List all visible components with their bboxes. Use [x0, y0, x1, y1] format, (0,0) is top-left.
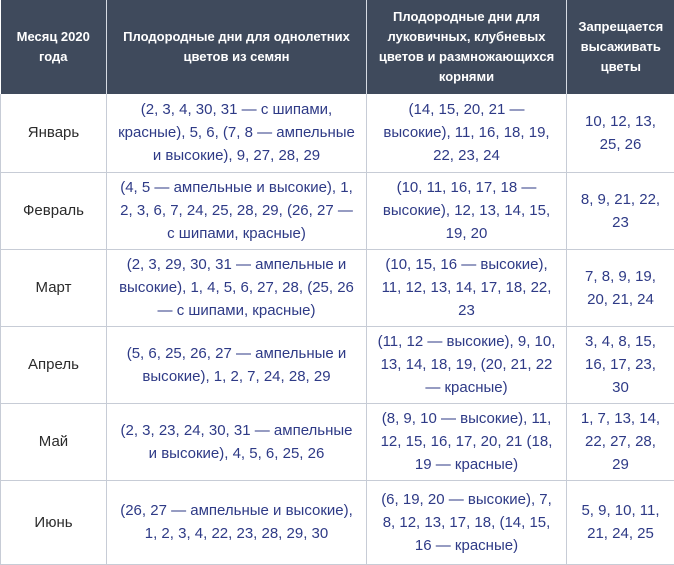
month-cell: Январь: [1, 94, 107, 172]
month-cell: Май: [1, 403, 107, 480]
header-annuals: Плодородные дни для однолетних цветов из семян: [107, 0, 367, 94]
annuals-cell: (2, 3, 29, 30, 31 — ампельные и высокие), 1, 4, 5, 6, 27, 28, (25, 26 — с шипами, красные): [107, 249, 367, 326]
forbidden-cell: 1, 7, 13, 14, 22, 27, 28, 29: [567, 403, 674, 480]
bulbs-cell: (14, 15, 20, 21 — высокие), 11, 16, 18, 19, 22, 23, 24: [367, 94, 567, 172]
annuals-cell: (5, 6, 25, 26, 27 — ампельные и высокие), 1, 2, 7, 24, 28, 29: [107, 326, 367, 403]
forbidden-cell: 8, 9, 21, 22, 23: [567, 172, 674, 249]
header-bulbs: Плодородные дни для луковичных, клубневых цветов и размножающихся корнями: [367, 0, 567, 94]
forbidden-cell: 10, 12, 13, 25, 26: [567, 94, 674, 172]
annuals-cell: (4, 5 — ампельные и высокие), 1, 2, 3, 6, 7, 24, 25, 28, 29, (26, 27 — с шипами, красные): [107, 172, 367, 249]
annuals-cell: (2, 3, 4, 30, 31 — с шипами, красные), 5, 6, (7, 8 — ампельные и высокие), 9, 27, 28, 29: [107, 94, 367, 172]
bulbs-cell: (10, 15, 16 — высокие), 11, 12, 13, 14, 17, 18, 22, 23: [367, 249, 567, 326]
forbidden-cell: 5, 9, 10, 11, 21, 24, 25: [567, 480, 674, 564]
forbidden-cell: 3, 4, 8, 15, 16, 17, 23, 30: [567, 326, 674, 403]
month-cell: Март: [1, 249, 107, 326]
forbidden-cell: 7, 8, 9, 19, 20, 21, 24: [567, 249, 674, 326]
table-row: [1, 403, 674, 480]
month-cell: Февраль: [1, 172, 107, 249]
table-row: [1, 172, 674, 249]
header-month: Месяц 2020 года: [1, 0, 107, 94]
table-header: [1, 0, 674, 94]
annuals-cell: (26, 27 — ампельные и высокие), 1, 2, 3, 4, 22, 23, 28, 29, 30: [107, 480, 367, 564]
month-cell: Апрель: [1, 326, 107, 403]
table-row: [1, 326, 674, 403]
bulbs-cell: (6, 19, 20 — высокие), 7, 8, 12, 13, 17, 18, (14, 15, 16 — красные): [367, 480, 567, 564]
bulbs-cell: (11, 12 — высокие), 9, 10, 13, 14, 18, 19, (20, 21, 22 — красные): [367, 326, 567, 403]
annuals-cell: (2, 3, 23, 24, 30, 31 — ампельные и высокие), 4, 5, 6, 25, 26: [107, 403, 367, 480]
header-forbidden: Запрещается высаживать цветы: [567, 0, 674, 94]
bulbs-cell: (10, 11, 16, 17, 18 — высокие), 12, 13, 14, 15, 19, 20: [367, 172, 567, 249]
table-row: [1, 480, 674, 564]
table-row: [1, 94, 674, 172]
table-row: [1, 249, 674, 326]
month-cell: Июнь: [1, 480, 107, 564]
header-row: [1, 0, 674, 94]
table-body: [1, 94, 674, 564]
bulbs-cell: (8, 9, 10 — высокие), 11, 12, 15, 16, 17, 20, 21 (18, 19 — красные): [367, 403, 567, 480]
